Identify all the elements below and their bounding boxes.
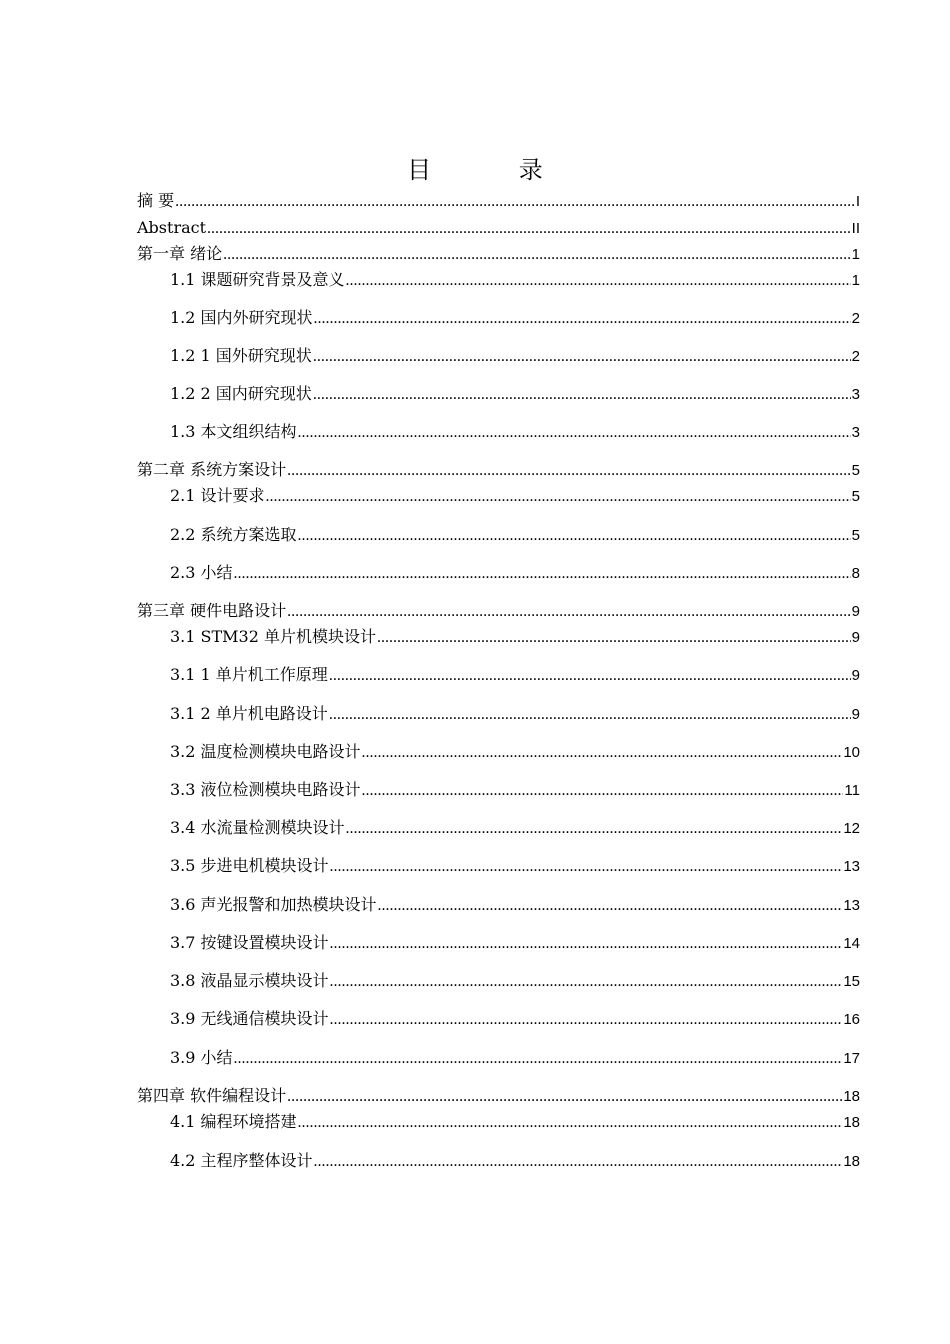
toc-entry[interactable] bbox=[170, 703, 860, 725]
toc-entry[interactable] bbox=[137, 190, 860, 212]
toc-entry[interactable] bbox=[170, 307, 860, 329]
toc-entry[interactable] bbox=[170, 524, 860, 546]
toc-entry-page: 5 bbox=[851, 488, 860, 505]
toc-entry[interactable] bbox=[170, 1111, 860, 1133]
toc-entry-label: 4.2 主程序整体设计 bbox=[170, 1151, 313, 1170]
toc-entry[interactable] bbox=[137, 459, 860, 481]
toc-entry-label: 4.1 编程环境搭建 bbox=[170, 1112, 297, 1131]
toc-entry-page: 8 bbox=[851, 565, 860, 582]
toc-entry-label: 3.3 液位检测模块电路设计 bbox=[170, 780, 361, 799]
toc-entry-label: 3.1 2 单片机电路设计 bbox=[170, 704, 328, 723]
toc-entry-label: 1.1 课题研究背景及意义 bbox=[170, 270, 345, 289]
toc-entry[interactable] bbox=[170, 562, 860, 584]
toc-entry-page: 10 bbox=[843, 744, 860, 761]
toc-entry-page: 2 bbox=[851, 348, 860, 365]
toc-entry-page: 1 bbox=[851, 272, 860, 289]
toc-entry-label: 3.9 小结 bbox=[170, 1048, 233, 1067]
toc-entry[interactable] bbox=[170, 741, 860, 763]
toc-entry[interactable] bbox=[170, 626, 860, 648]
toc-entry-page: 9 bbox=[851, 603, 860, 620]
page-title: 目 录 bbox=[407, 156, 583, 184]
toc-entry[interactable] bbox=[170, 345, 860, 367]
toc-entry-page: 9 bbox=[851, 667, 860, 684]
toc-entry-page: 15 bbox=[843, 973, 860, 990]
toc-entry[interactable] bbox=[170, 817, 860, 839]
toc-entry-label: Abstract bbox=[137, 218, 207, 237]
toc-entry-label: 第一章 绪论 bbox=[137, 244, 223, 263]
toc-entry[interactable] bbox=[170, 894, 860, 916]
toc-entry[interactable] bbox=[137, 1085, 860, 1107]
toc-entry-page: 11 bbox=[844, 782, 860, 799]
toc-entry-page: 9 bbox=[851, 706, 860, 723]
toc-entry-page: 12 bbox=[843, 820, 860, 837]
toc-entry-page: 3 bbox=[851, 424, 860, 441]
toc-entry[interactable] bbox=[170, 421, 860, 443]
toc-entry-page: 17 bbox=[843, 1050, 860, 1067]
toc-entry[interactable] bbox=[170, 1150, 860, 1172]
toc-entry-page: 16 bbox=[843, 1011, 860, 1028]
toc-entry[interactable] bbox=[170, 779, 860, 801]
toc-entry-label: 第二章 系统方案设计 bbox=[137, 460, 287, 479]
toc-entry-page: 5 bbox=[851, 462, 860, 479]
toc-entry-label: 3.2 温度检测模块电路设计 bbox=[170, 742, 361, 761]
toc-entry-page: II bbox=[851, 220, 860, 237]
toc-entry-page: 2 bbox=[851, 310, 860, 327]
toc-entry-label: 2.2 系统方案选取 bbox=[170, 525, 297, 544]
toc-entry[interactable] bbox=[170, 269, 860, 291]
toc-entry-label: 第三章 硬件电路设计 bbox=[137, 601, 287, 620]
toc-entry-label: 3.1 STM32 单片机模块设计 bbox=[170, 627, 376, 646]
toc-entry[interactable] bbox=[137, 243, 860, 265]
toc-entry-page: 3 bbox=[851, 386, 860, 403]
toc-entry-label: 摘 要 bbox=[137, 191, 175, 210]
toc-entry[interactable] bbox=[170, 932, 860, 954]
toc-entry-label: 1.2 国内外研究现状 bbox=[170, 308, 313, 327]
toc-entry-page: 13 bbox=[843, 858, 860, 875]
toc-entry-page: 18 bbox=[843, 1114, 860, 1131]
toc-entry[interactable] bbox=[170, 485, 860, 507]
toc-entry[interactable] bbox=[170, 1047, 860, 1069]
toc-entry-page: 9 bbox=[851, 629, 860, 646]
toc-entry-page: 13 bbox=[843, 897, 860, 914]
toc-entry-label: 3.4 水流量检测模块设计 bbox=[170, 818, 345, 837]
toc-entry[interactable] bbox=[137, 217, 860, 239]
toc-entry-label: 2.1 设计要求 bbox=[170, 486, 265, 505]
toc-entry[interactable] bbox=[170, 1008, 860, 1030]
toc-entry-page: I bbox=[855, 193, 860, 210]
toc-entry-label: 3.8 液晶显示模块设计 bbox=[170, 971, 329, 990]
toc-entry-label: 3.7 按键设置模块设计 bbox=[170, 933, 329, 952]
toc-entry-label: 1.2 1 国外研究现状 bbox=[170, 346, 312, 365]
toc-entry-label: 3.5 步进电机模块设计 bbox=[170, 856, 329, 875]
toc-entry[interactable] bbox=[170, 970, 860, 992]
toc-entry-label: 3.9 无线通信模块设计 bbox=[170, 1009, 329, 1028]
toc-entry-label: 3.1 1 单片机工作原理 bbox=[170, 665, 328, 684]
toc-entry-page: 14 bbox=[843, 935, 860, 952]
toc-entry-page: 1 bbox=[851, 246, 860, 263]
toc-entry-label: 1.2 2 国内研究现状 bbox=[170, 384, 312, 403]
toc-entry-label: 第四章 软件编程设计 bbox=[137, 1086, 287, 1105]
toc-entry-page: 18 bbox=[843, 1088, 860, 1105]
toc-entry[interactable] bbox=[137, 600, 860, 622]
toc-entry-label: 1.3 本文组织结构 bbox=[170, 422, 297, 441]
toc-entry-page: 18 bbox=[843, 1153, 860, 1170]
toc-entry[interactable] bbox=[170, 855, 860, 877]
toc-entry[interactable] bbox=[170, 664, 860, 686]
toc-entry-label: 2.3 小结 bbox=[170, 563, 233, 582]
toc-entry[interactable] bbox=[170, 383, 860, 405]
toc-entry-page: 5 bbox=[851, 527, 860, 544]
toc-entry-label: 3.6 声光报警和加热模块设计 bbox=[170, 895, 377, 914]
